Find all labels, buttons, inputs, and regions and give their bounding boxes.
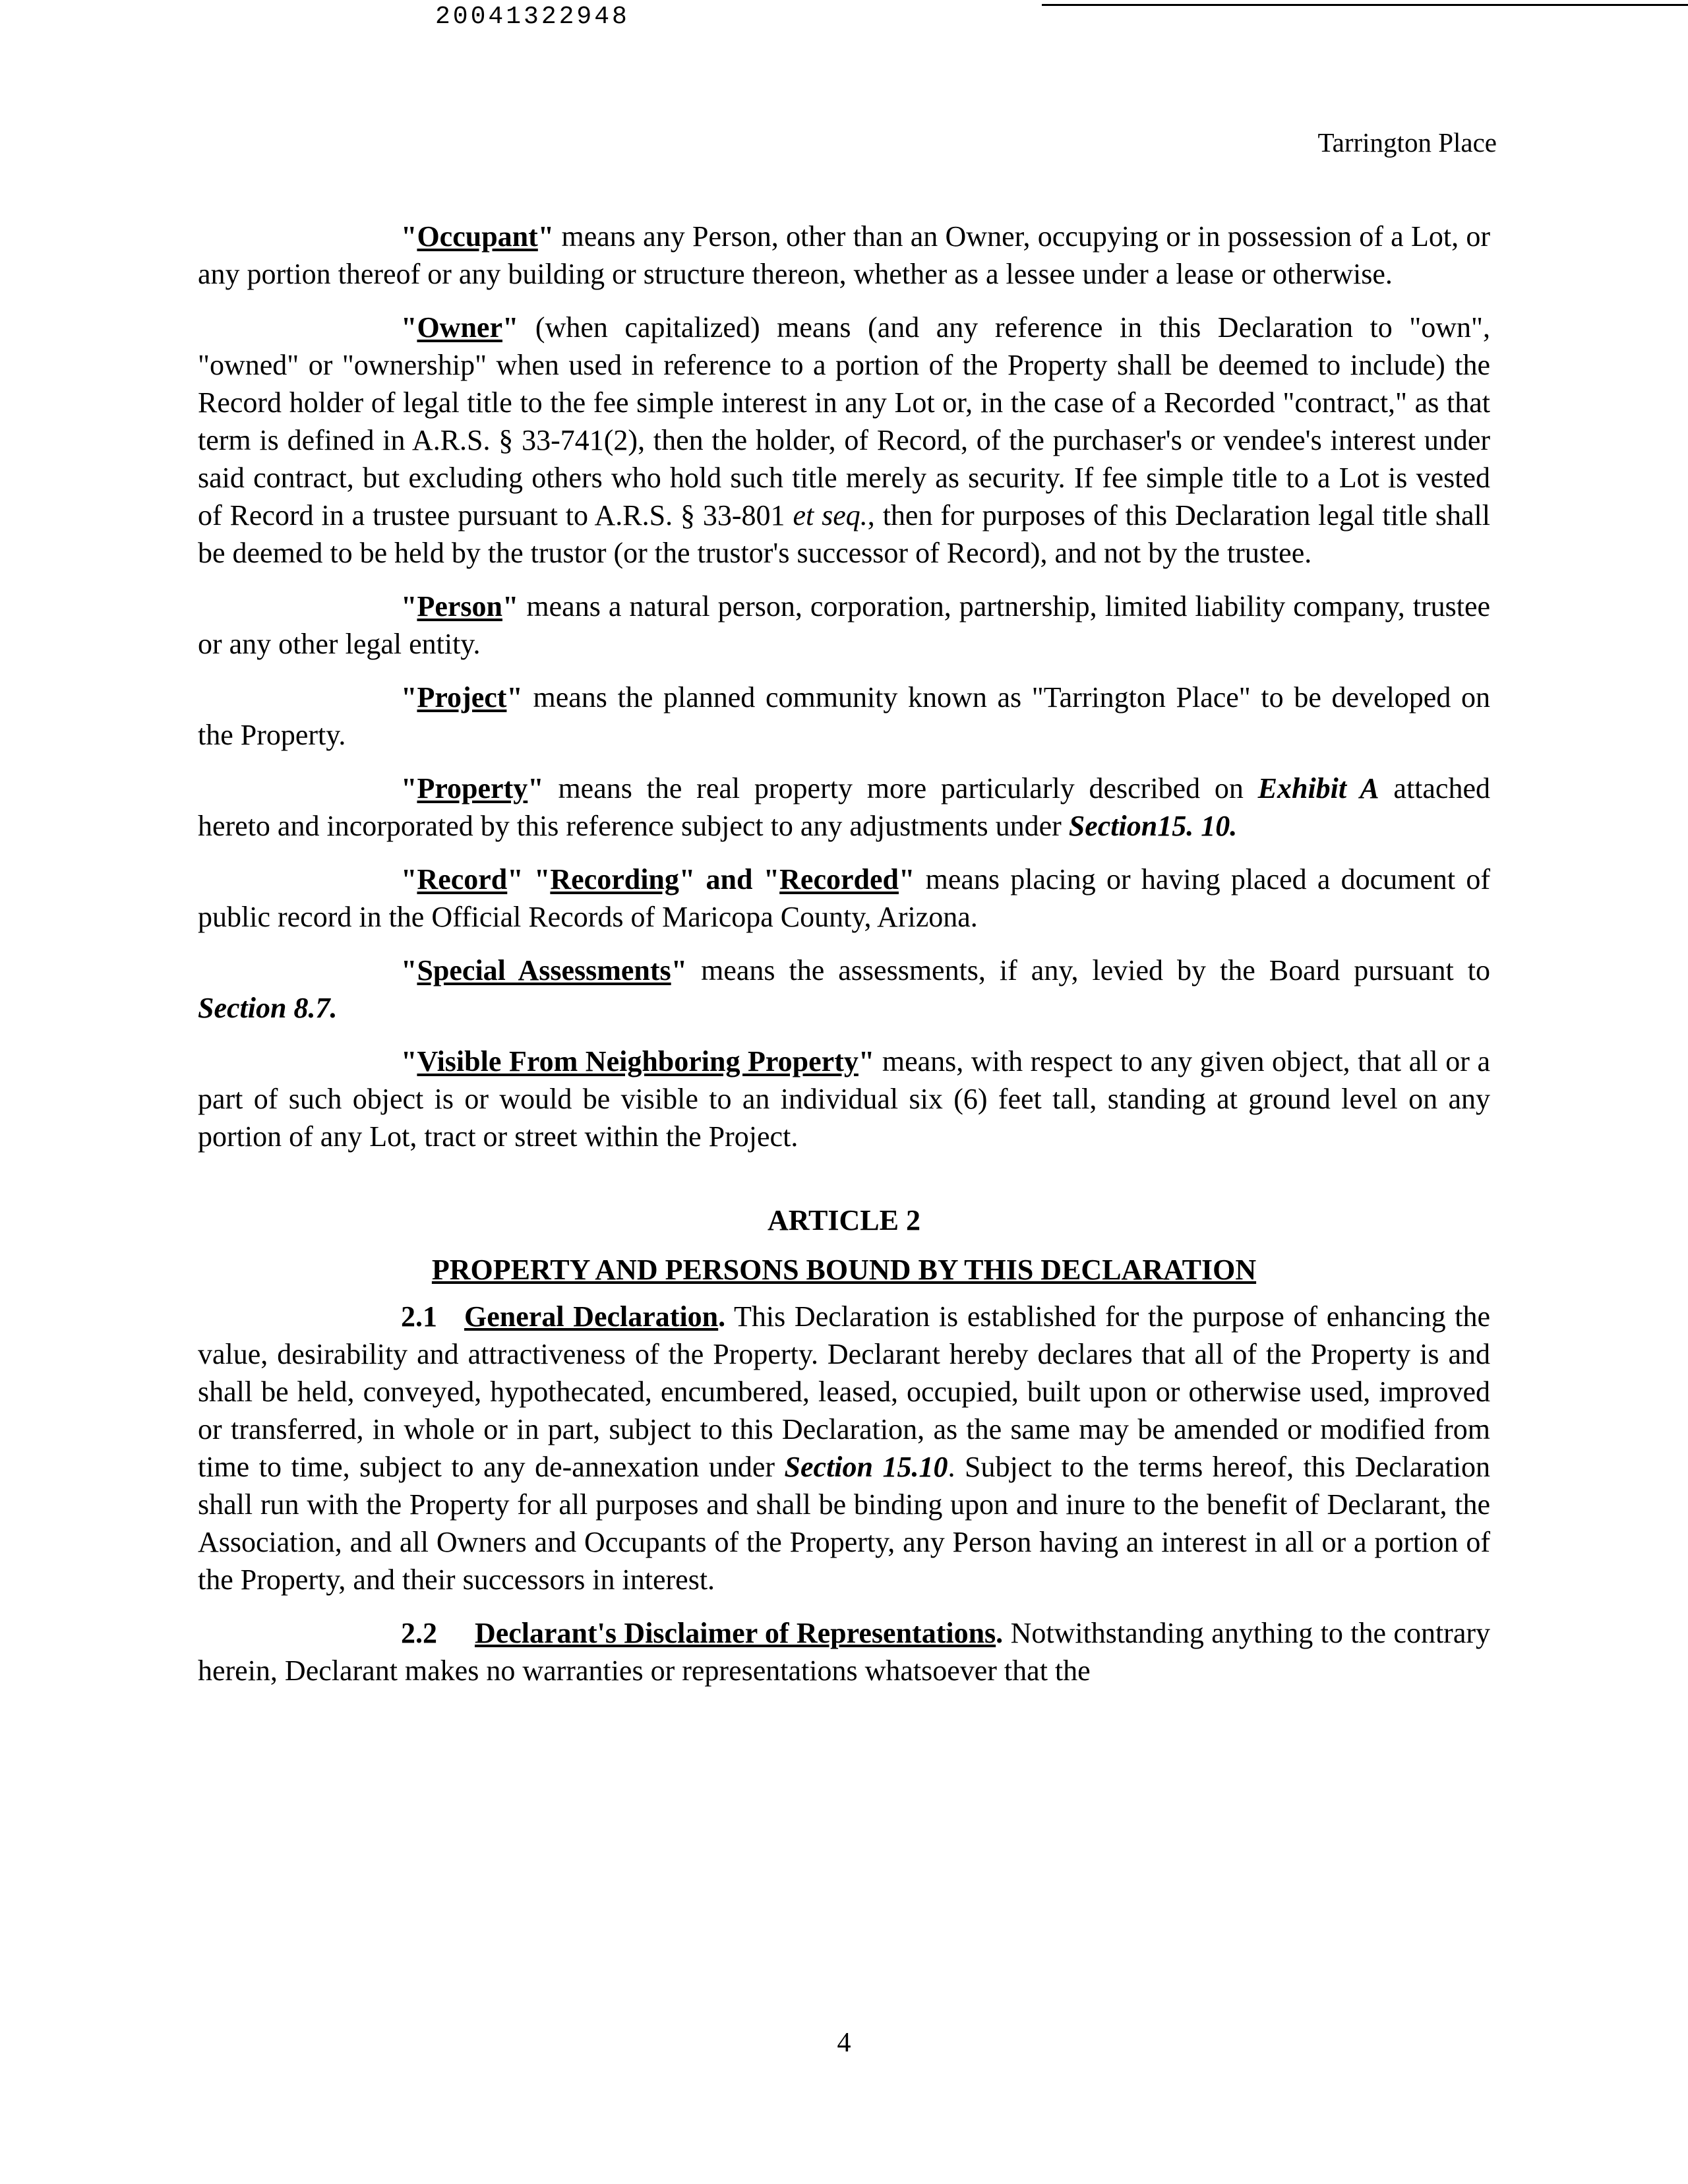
section-title: Declarant's Disclaimer of Representations [474,1617,996,1649]
definition-visible-from-neighboring-property: "Visible From Neighboring Property" means, with respect to any given object, that all or a part of such object is or would be visible to an individual six (6) feet tall, standing at ground level on any portion of any Lot, tract or street within the Project. [198,1045,1490,1153]
definition-occupant: "Occupant" means any Person, other than an Owner, occupying or in possession of a Lot, or any portion thereof or any building or structure thereon, whether as a lessee under a lease or otherwise. [198,220,1490,290]
page-number: 4 [837,2028,851,2058]
defined-term: "Person" [401,590,519,622]
top-rule [1042,4,1688,6]
article-number: ARTICLE 2 [768,1204,920,1236]
exhibit-reference: Exhibit A [1257,772,1379,804]
section-2-2: 2.2 Declarant's Disclaimer of Representations. Notwithstanding anything to the contrary herein, Declarant makes no warranties or representations whatsoever that the [198,1617,1491,1687]
section-number: 2.2 [401,1617,437,1649]
section-reference: Section 15.10 [784,1451,948,1483]
defined-term: "Special Assessments" [401,954,688,986]
section-reference: Section15. 10. [1068,810,1238,842]
definition-person: "Person" means a natural person, corporation, partnership, limited liability company, trustee or any other legal entity. [198,590,1490,660]
section-number: 2.1 [401,1300,437,1333]
section-reference: Section 8.7. [198,992,338,1024]
definition-owner: "Owner" (when capitalized) means (and any reference in this Declaration to "own", "owned" or "ownership" when used in reference to a portion of the Property shall be deemed to include) the Record holder of legal title to the fee simple interest in any Lot or, in the case of a Recorded "contract," as that term is defined in A.R.S. § 33-741(2), then the holder, of Record, of the purchaser's or vendee's interest under said contract, but excluding others who hold such title merely as security. If fee simple title to a Lot is vested of Record in a trustee pursuant to A.R.S. § 33-801 et seq., then for purposes of this Declaration legal title shall be deemed to be held by the trustor (or the trustor's successor of Record), and not by the trustee. [198,311,1490,569]
article-title: PROPERTY AND PERSONS BOUND BY THIS DECLARATION [431,1254,1257,1286]
defined-term: "Record" "Recording" and "Recorded" [401,863,915,895]
document-body [198,218,1490,1705]
defined-term: "Property" [401,772,544,804]
recording-number: 20041322948 [435,3,630,31]
section-2-1: 2.1 General Declaration. This Declaration is established for the purpose of enhancing the value, desirability and attractiveness of the Property. Declarant hereby declares that all of the Property is and shall be held, conveyed, hypothecated, encumbered, leased, occupied, built upon or otherwise used, improved or transferred, in whole or in part, subject to this Declaration, as the same may be amended or modified from time to time, subject to any de-annexation under Section 15.10. Subject to the terms hereof, this Declaration shall run with the Property for all purposes and shall be binding upon and inure to the benefit of Declarant, the Association, and all Owners and Occupants of the Property, any Person having an interest in all or a portion of the Property, and their successors in interest. [198,1300,1490,1596]
defined-term: "Visible From Neighboring Property" [401,1045,875,1077]
definition-property: "Property" means the real property more particularly described on Exhibit A attached hereto and incorporated by this reference subject to any adjustments under Section15. 10. [198,772,1490,842]
definition-project: "Project" means the planned community known as "Tarrington Place" to be developed on the Property. [198,681,1490,751]
defined-term: "Occupant" [401,220,555,253]
definition-special-assessments: "Special Assessments" means the assessments, if any, levied by the Board pursuant to Section 8.7. [198,954,1491,1024]
defined-term: "Owner" [401,311,519,344]
running-head: Tarrington Place [1317,127,1497,158]
section-title: General Declaration [464,1300,719,1333]
definition-record: "Record" "Recording" and "Recorded" means placing or having placed a document of public record in the Official Records of Maricopa County, Arizona. [198,863,1490,933]
defined-term: "Project" [401,681,523,713]
